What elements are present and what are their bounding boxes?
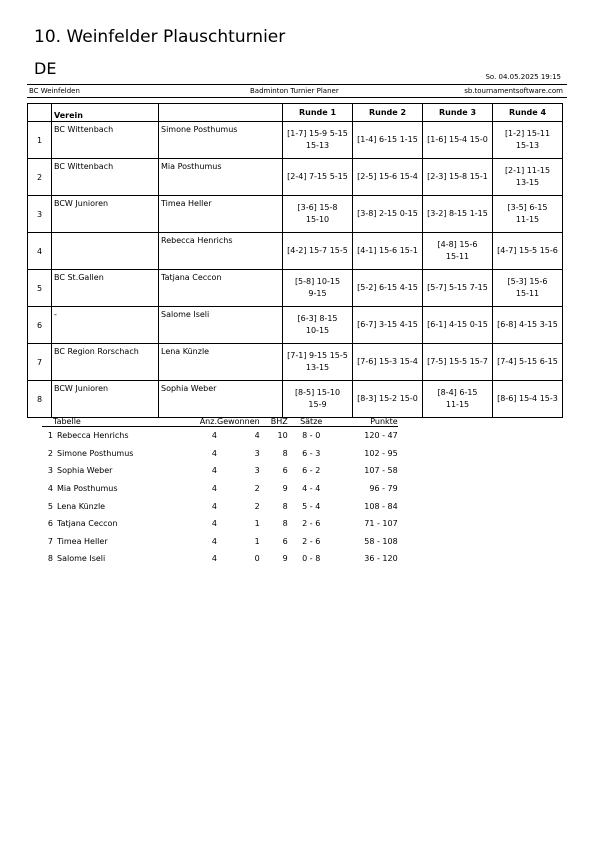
round-2-result bbox=[353, 307, 423, 344]
round-2-result bbox=[353, 159, 423, 196]
grid-row bbox=[28, 159, 563, 196]
standing-points: 120 - 47 bbox=[364, 431, 398, 441]
standing-points: 58 - 108 bbox=[364, 536, 398, 546]
standing-anz: 4 bbox=[211, 466, 217, 476]
result-line: 15-11 bbox=[445, 252, 470, 261]
player-number: 7 bbox=[28, 344, 52, 381]
standing-anz: 4 bbox=[211, 484, 217, 494]
header-round-2: Runde 2 bbox=[353, 104, 423, 122]
result-line: [1-2] 15-11 bbox=[504, 129, 551, 138]
round-1-result bbox=[283, 196, 353, 233]
player-name: Simone Posthumus bbox=[159, 122, 283, 159]
result-line: 11-15 bbox=[515, 215, 540, 224]
round-1-result bbox=[283, 381, 353, 418]
header-round-1: Runde 1 bbox=[283, 104, 353, 122]
grid-row bbox=[28, 344, 563, 381]
standing-name: Tatjana Ceccon bbox=[57, 519, 118, 529]
result-line: 15-11 bbox=[515, 289, 540, 298]
standings-header-saetze: Sätze bbox=[288, 416, 335, 427]
standing-anz: 4 bbox=[211, 554, 217, 564]
standing-name: Simone Posthumus bbox=[57, 448, 134, 458]
standing-points: 108 - 84 bbox=[364, 501, 398, 511]
standing-sets: 2 - 6 bbox=[302, 519, 321, 529]
standing-bhz: 8 bbox=[282, 448, 288, 458]
standing-bhz: 9 bbox=[282, 484, 288, 494]
standings-row bbox=[42, 497, 398, 515]
grid-header-row bbox=[28, 104, 563, 122]
round-4-result bbox=[493, 122, 563, 159]
standings-row bbox=[42, 550, 398, 568]
standings-row bbox=[42, 533, 398, 551]
result-line: 13-15 bbox=[305, 363, 330, 372]
standing-won: 2 bbox=[254, 501, 260, 511]
result-line: [4-2] 15-7 15-5 bbox=[287, 246, 348, 255]
player-club: BC Region Rorschach bbox=[52, 344, 159, 381]
round-1-result bbox=[283, 233, 353, 270]
standing-anz: 4 bbox=[211, 448, 217, 458]
standings-row bbox=[42, 462, 398, 480]
standings-header-anz: Anz. bbox=[199, 416, 217, 426]
player-name: Tatjana Ceccon bbox=[159, 270, 283, 307]
standing-sets: 4 - 4 bbox=[302, 484, 321, 494]
result-line: 13-15 bbox=[515, 178, 540, 187]
grid-row bbox=[28, 270, 563, 307]
round-3-result bbox=[423, 344, 493, 381]
round-1-result bbox=[283, 344, 353, 381]
round-1-result bbox=[283, 307, 353, 344]
round-4-result bbox=[493, 270, 563, 307]
player-club: - bbox=[52, 307, 159, 344]
player-club: BC St.Gallen bbox=[52, 270, 159, 307]
standing-won: 1 bbox=[254, 536, 260, 546]
player-number: 3 bbox=[28, 196, 52, 233]
result-line: [3-6] 15-8 bbox=[297, 203, 338, 212]
header-number bbox=[28, 104, 52, 122]
round-2-result bbox=[353, 196, 423, 233]
standing-bhz: 8 bbox=[282, 501, 288, 511]
standing-position: 8 bbox=[47, 554, 53, 564]
round-3-result bbox=[423, 307, 493, 344]
standing-name: Mia Posthumus bbox=[57, 484, 118, 494]
page-subtitle: DE bbox=[34, 59, 57, 78]
round-4-result bbox=[493, 159, 563, 196]
standings-row bbox=[42, 515, 398, 533]
result-line: 11-15 bbox=[445, 400, 470, 409]
standing-bhz: 9 bbox=[282, 554, 288, 564]
result-line: [5-8] 10-15 bbox=[294, 277, 341, 286]
standing-sets: 8 - 0 bbox=[302, 431, 321, 441]
standing-bhz: 6 bbox=[282, 466, 288, 476]
standing-won: 4 bbox=[254, 431, 260, 441]
result-line: [5-7] 5-15 7-15 bbox=[427, 283, 488, 292]
result-line: [2-3] 15-8 15-1 bbox=[427, 172, 488, 181]
round-2-result bbox=[353, 122, 423, 159]
player-club: BCW Junioren bbox=[52, 196, 159, 233]
round-3-result bbox=[423, 381, 493, 418]
player-number: 6 bbox=[28, 307, 52, 344]
round-1-result bbox=[283, 122, 353, 159]
result-line: 9-15 bbox=[308, 289, 327, 298]
standing-anz: 4 bbox=[211, 519, 217, 529]
round-1-result bbox=[283, 270, 353, 307]
standing-position: 2 bbox=[47, 448, 53, 458]
standing-won: 2 bbox=[254, 484, 260, 494]
standing-points: 36 - 120 bbox=[364, 554, 398, 564]
standing-anz: 4 bbox=[211, 431, 217, 441]
player-club: BC Wittenbach bbox=[52, 159, 159, 196]
header-site: sb.tournamentsoftware.com bbox=[464, 87, 563, 95]
player-number: 4 bbox=[28, 233, 52, 270]
standing-name: Lena Künzle bbox=[57, 501, 106, 511]
standing-name: Rebecca Henrichs bbox=[57, 431, 129, 441]
standing-sets: 6 - 3 bbox=[302, 448, 321, 458]
result-line: [4-1] 15-6 15-1 bbox=[357, 246, 418, 255]
standing-position: 1 bbox=[47, 431, 53, 441]
player-club: BCW Junioren bbox=[52, 381, 159, 418]
standing-position: 4 bbox=[47, 484, 53, 494]
player-name: Salome Iseli bbox=[159, 307, 283, 344]
results-grid bbox=[27, 103, 563, 418]
standing-points: 107 - 58 bbox=[364, 466, 398, 476]
standings-header-gewonnen: Gewonnen bbox=[217, 416, 260, 426]
standing-points: 71 - 107 bbox=[364, 519, 398, 529]
standing-points: 102 - 95 bbox=[364, 448, 398, 458]
round-4-result bbox=[493, 196, 563, 233]
header-center: Badminton Turnier Planer bbox=[250, 87, 339, 95]
round-2-result bbox=[353, 233, 423, 270]
result-line: [1-6] 15-4 15-0 bbox=[427, 135, 488, 144]
grid-row bbox=[28, 381, 563, 418]
standing-position: 6 bbox=[47, 519, 53, 529]
result-line: [6-1] 4-15 0-15 bbox=[427, 320, 488, 329]
round-2-result bbox=[353, 270, 423, 307]
round-3-result bbox=[423, 233, 493, 270]
header-round-4: Runde 4 bbox=[493, 104, 563, 122]
standings-row bbox=[42, 480, 398, 498]
standings-row bbox=[42, 427, 398, 445]
result-line: [3-8] 2-15 0-15 bbox=[357, 209, 418, 218]
result-line: [4-7] 15-5 15-6 bbox=[497, 246, 558, 255]
standing-won: 0 bbox=[254, 554, 260, 564]
player-club bbox=[52, 233, 159, 270]
round-2-result bbox=[353, 344, 423, 381]
player-number: 1 bbox=[28, 122, 52, 159]
result-line: [2-4] 7-15 5-15 bbox=[287, 172, 348, 181]
grid-row bbox=[28, 233, 563, 270]
result-line: [7-5] 15-5 15-7 bbox=[427, 357, 488, 366]
result-line: 15-10 bbox=[305, 215, 330, 224]
result-line: [2-1] 11-15 bbox=[504, 166, 551, 175]
round-4-result bbox=[493, 233, 563, 270]
standings-header-bhz: BHZ bbox=[260, 416, 288, 427]
standings-row bbox=[42, 445, 398, 463]
player-number: 5 bbox=[28, 270, 52, 307]
round-3-result bbox=[423, 196, 493, 233]
grid-row bbox=[28, 307, 563, 344]
standing-anz: 4 bbox=[211, 501, 217, 511]
page-title: 10. Weinfelder Plauschturnier bbox=[34, 27, 286, 47]
round-4-result bbox=[493, 344, 563, 381]
standing-name: Sophia Weber bbox=[57, 466, 113, 476]
result-line: [8-5] 15-10 bbox=[294, 388, 341, 397]
standing-name: Salome Iseli bbox=[57, 554, 106, 564]
standings-header-punkte: Punkte bbox=[335, 416, 398, 427]
header-round-3: Runde 3 bbox=[423, 104, 493, 122]
result-line: [7-4] 5-15 6-15 bbox=[497, 357, 558, 366]
header-bar bbox=[27, 84, 567, 98]
result-line: [5-3] 15-6 bbox=[507, 277, 548, 286]
result-line: [4-8] 15-6 bbox=[437, 240, 478, 249]
player-number: 8 bbox=[28, 381, 52, 418]
result-line: [3-5] 6-15 bbox=[507, 203, 548, 212]
round-3-result bbox=[423, 159, 493, 196]
result-line: 15-13 bbox=[305, 141, 330, 150]
standing-name: Timea Heller bbox=[57, 536, 108, 546]
standing-position: 3 bbox=[47, 466, 53, 476]
standing-bhz: 10 bbox=[277, 431, 288, 441]
standing-anz: 4 bbox=[211, 536, 217, 546]
standing-position: 5 bbox=[47, 501, 53, 511]
grid-row bbox=[28, 196, 563, 233]
result-line: [8-3] 15-2 15-0 bbox=[357, 394, 418, 403]
result-line: [7-1] 9-15 15-5 bbox=[287, 351, 348, 360]
player-name: Mia Posthumus bbox=[159, 159, 283, 196]
standing-bhz: 8 bbox=[282, 519, 288, 529]
standing-won: 3 bbox=[254, 448, 260, 458]
header-verein: Verein bbox=[52, 104, 159, 122]
result-line: 10-15 bbox=[305, 326, 330, 335]
standing-points: 96 - 79 bbox=[369, 484, 398, 494]
player-name: Rebecca Henrichs bbox=[159, 233, 283, 270]
standing-sets: 0 - 8 bbox=[302, 554, 321, 564]
player-name: Timea Heller bbox=[159, 196, 283, 233]
standings-table bbox=[42, 416, 398, 568]
round-3-result bbox=[423, 270, 493, 307]
player-name: Lena Künzle bbox=[159, 344, 283, 381]
header-club: BC Weinfelden bbox=[29, 87, 80, 95]
standing-won: 3 bbox=[254, 466, 260, 476]
player-name: Sophia Weber bbox=[159, 381, 283, 418]
standing-sets: 2 - 6 bbox=[302, 536, 321, 546]
result-line: [7-6] 15-3 15-4 bbox=[357, 357, 418, 366]
standing-sets: 6 - 2 bbox=[302, 466, 321, 476]
result-line: [5-2] 6-15 4-15 bbox=[357, 283, 418, 292]
standing-won: 1 bbox=[254, 519, 260, 529]
standings-header-row bbox=[42, 416, 398, 427]
result-line: [8-6] 15-4 15-3 bbox=[497, 394, 558, 403]
player-club: BC Wittenbach bbox=[52, 122, 159, 159]
result-line: [2-5] 15-6 15-4 bbox=[357, 172, 418, 181]
result-line: [6-8] 4-15 3-15 bbox=[497, 320, 558, 329]
result-line: 15-13 bbox=[515, 141, 540, 150]
round-2-result bbox=[353, 381, 423, 418]
result-line: [6-3] 8-15 bbox=[297, 314, 338, 323]
player-number: 2 bbox=[28, 159, 52, 196]
standings-header-tabelle: Tabelle bbox=[42, 416, 199, 427]
header-name bbox=[159, 104, 283, 122]
result-line: [6-7] 3-15 4-15 bbox=[357, 320, 418, 329]
standing-bhz: 6 bbox=[282, 536, 288, 546]
standing-position: 7 bbox=[47, 536, 53, 546]
result-line: [1-4] 6-15 1-15 bbox=[357, 135, 418, 144]
round-4-result bbox=[493, 307, 563, 344]
result-line: [8-4] 6-15 bbox=[437, 388, 478, 397]
result-line: [1-7] 15-9 5-15 bbox=[287, 129, 348, 138]
round-3-result bbox=[423, 122, 493, 159]
round-4-result bbox=[493, 381, 563, 418]
result-line: 15-9 bbox=[308, 400, 327, 409]
result-line: [3-2] 8-15 1-15 bbox=[427, 209, 488, 218]
round-1-result bbox=[283, 159, 353, 196]
print-datetime: So. 04.05.2025 19:15 bbox=[485, 73, 561, 81]
grid-row bbox=[28, 122, 563, 159]
standing-sets: 5 - 4 bbox=[302, 501, 321, 511]
